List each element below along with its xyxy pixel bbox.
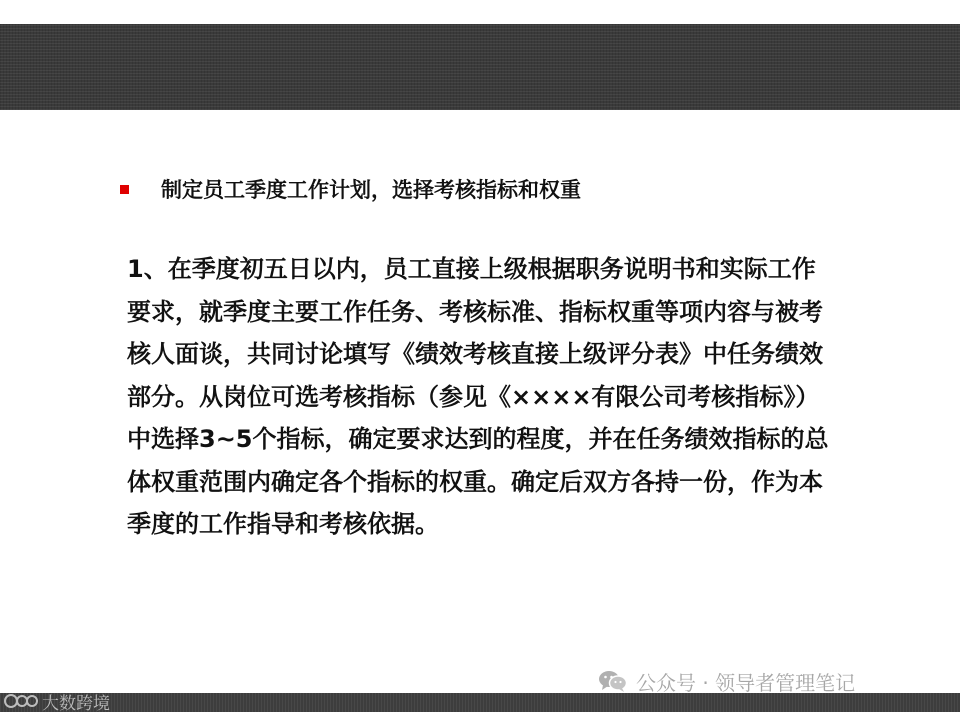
red-square-bullet-icon xyxy=(120,185,129,194)
body-line-7: 季度的工作指导和考核依据。 xyxy=(127,510,439,538)
logo-mark-icon xyxy=(4,691,40,711)
heading-row xyxy=(120,172,581,206)
body-line-2: 要求，就季度主要工作任务、考核标准、指标权重等项内容与被考 xyxy=(127,297,823,326)
header-band xyxy=(0,24,960,110)
watermark-left xyxy=(4,688,110,714)
body-line-5: 中选择3~5个指标，确定要求达到的程度，并在任务绩效指标的总 xyxy=(127,425,829,453)
body-line-4: 部分。从岗位可选考核指标（参见《××××有限公司考核指标》） xyxy=(127,382,820,411)
watermark-right xyxy=(598,664,855,698)
watermark-left-text: 大数跨境 xyxy=(42,693,110,714)
body-line-6: 体权重范围内确定各个指标的权重。确定后双方各持一份，作为本 xyxy=(127,467,823,496)
body-line-1: 1、在季度初五日以内，员工直接上级根据职务说明书和实际工作 xyxy=(127,255,816,283)
wechat-icon xyxy=(598,669,628,693)
body-line-3: 核人面谈，共同讨论填写《绩效考核直接上级评分表》中任务绩效 xyxy=(127,340,823,368)
watermark-right-text: 公众号 · 领导者管理笔记 xyxy=(636,670,856,695)
body-paragraph xyxy=(127,248,927,546)
slide-heading: 制定员工季度工作计划，选择考核指标和权重 xyxy=(161,178,581,202)
